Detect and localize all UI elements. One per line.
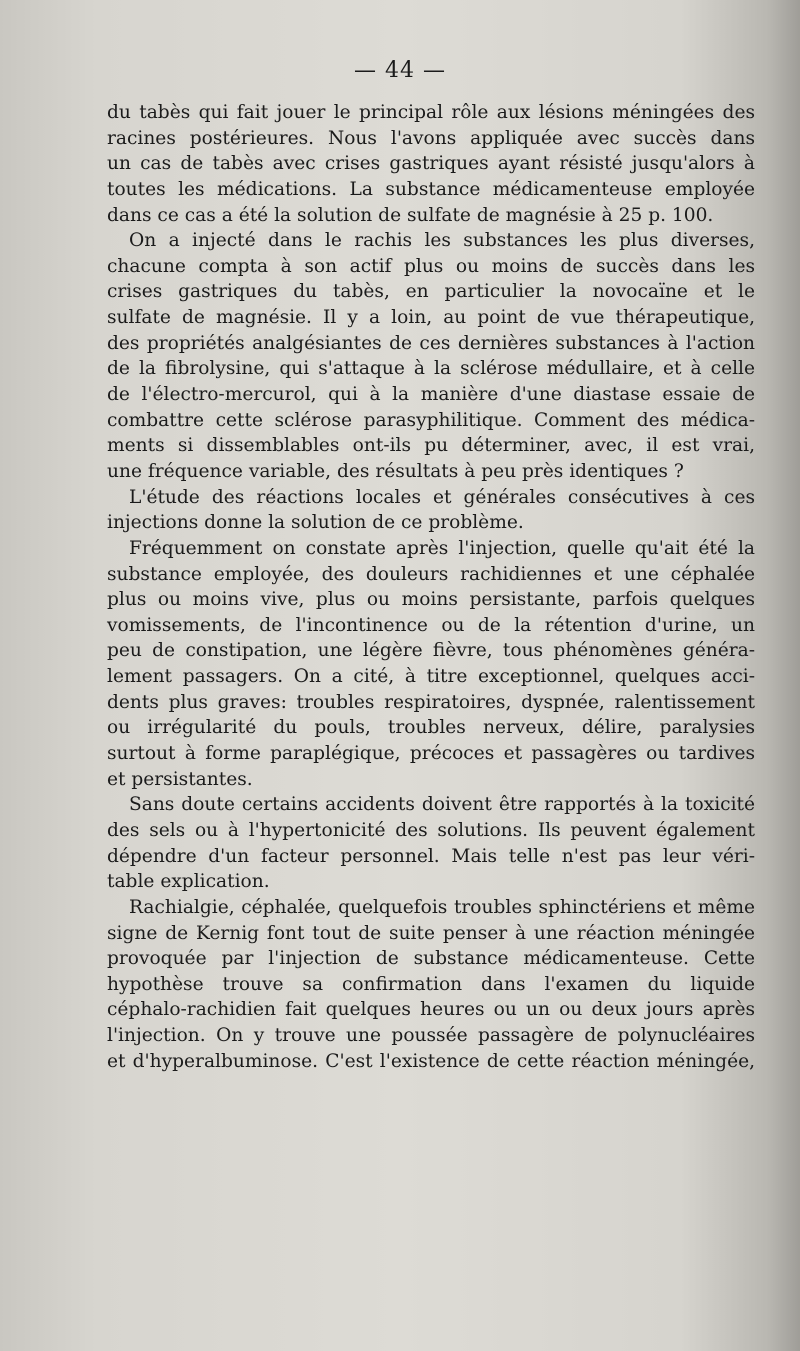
text-line: et persistantes. xyxy=(107,768,253,790)
text-line: vomissements, de l'incontinence ou de la rétention d'urine, un xyxy=(107,614,755,636)
text-line: crises gastriques du tabès, en particulier la novocaïne et le xyxy=(107,281,755,303)
text-line: de la fibrolysine, qui s'attaque à la sclérose médullaire, et à celle xyxy=(107,358,755,380)
text-line: L'étude des réactions locales et générales consécutives à ces xyxy=(129,486,755,508)
text-line: un cas de tabès avec crises gastriques ayant résisté jusqu'alors à xyxy=(107,153,755,175)
text-line: de l'électro-mercurol, qui à la manière d'une diastase essaie de xyxy=(107,384,755,406)
paragraph xyxy=(107,895,755,1074)
paragraph xyxy=(107,100,755,228)
text-line: combattre cette sclérose parasyphilitique. Comment des médica- xyxy=(107,409,755,431)
paragraph xyxy=(107,536,755,792)
text-line: Fréquemment on constate après l'injection, quelle qu'ait été la xyxy=(129,537,755,559)
text-line: ou irrégularité du pouls, troubles nerveux, délire, paralysies xyxy=(107,717,755,739)
text-line: injections donne la solution de ce problème. xyxy=(107,512,524,534)
text-line: Sans doute certains accidents doivent être rapportés à la toxicité xyxy=(129,794,755,816)
paragraph xyxy=(107,485,755,536)
text-line: peu de constipation, une légère fièvre, tous phénomènes généra- xyxy=(107,640,755,662)
text-line: toutes les médications. La substance médicamenteuse employée xyxy=(107,178,755,200)
text-line: plus ou moins vive, plus ou moins persistante, parfois quelques xyxy=(107,589,755,611)
page-number: — 44 — xyxy=(354,58,446,83)
text-line: surtout à forme paraplégique, précoces et passagères ou tardives xyxy=(107,743,755,765)
text-line: chacune compta à son actif plus ou moins de succès dans les xyxy=(107,255,755,277)
text-line: ments si dissemblables ont-ils pu déterminer, avec, il est vrai, xyxy=(107,435,755,457)
text-line: On a injecté dans le rachis les substances les plus diverses, xyxy=(129,230,755,252)
text-line: du tabès qui fait jouer le principal rôle aux lésions méningées des xyxy=(107,102,755,123)
text-line: dépendre d'un facteur personnel. Mais telle n'est pas leur véri- xyxy=(107,845,755,867)
text-line: Rachialgie, céphalée, quelquefois troubles sphinctériens et même xyxy=(129,896,755,918)
text-line: l'injection. On y trouve une poussée passagère de polynucléaires xyxy=(107,1025,755,1047)
text-line: des sels ou à l'hypertonicité des solutions. Ils peuvent également xyxy=(107,819,755,841)
body-text xyxy=(107,100,755,1074)
text-line: dans ce cas a été la solution de sulfate de magnésie à 25 p. 100. xyxy=(107,204,714,226)
text-line: des propriétés analgésiantes de ces dernières substances à l'action xyxy=(107,332,755,354)
paragraph xyxy=(107,228,755,484)
text-line: substance employée, des douleurs rachidiennes et une céphalée xyxy=(107,563,755,585)
text-line: une fréquence variable, des résultats à peu près identiques ? xyxy=(107,460,684,482)
text-line: et d'hyperalbuminose. C'est l'existence de cette réaction méningée, xyxy=(107,1050,755,1072)
text-line: racines postérieures. Nous l'avons appliquée avec succès dans xyxy=(107,127,755,149)
text-line: hypothèse trouve sa confirmation dans l'examen du liquide xyxy=(107,973,755,995)
text-line: céphalo-rachidien fait quelques heures ou un ou deux jours après xyxy=(107,999,755,1021)
text-line: sulfate de magnésie. Il y a loin, au point de vue thérapeutique, xyxy=(107,307,755,329)
text-line: provoquée par l'injection de substance médicamenteuse. Cette xyxy=(107,948,755,970)
text-line: table explication. xyxy=(107,871,270,893)
text-line: dents plus graves: troubles respiratoires, dyspnée, ralentissement xyxy=(107,691,755,713)
text-line: signe de Kernig font tout de suite penser à une réaction méningée xyxy=(107,922,755,944)
text-line: lement passagers. On a cité, à titre exceptionnel, quelques acci- xyxy=(107,666,755,688)
paragraph xyxy=(107,792,755,895)
